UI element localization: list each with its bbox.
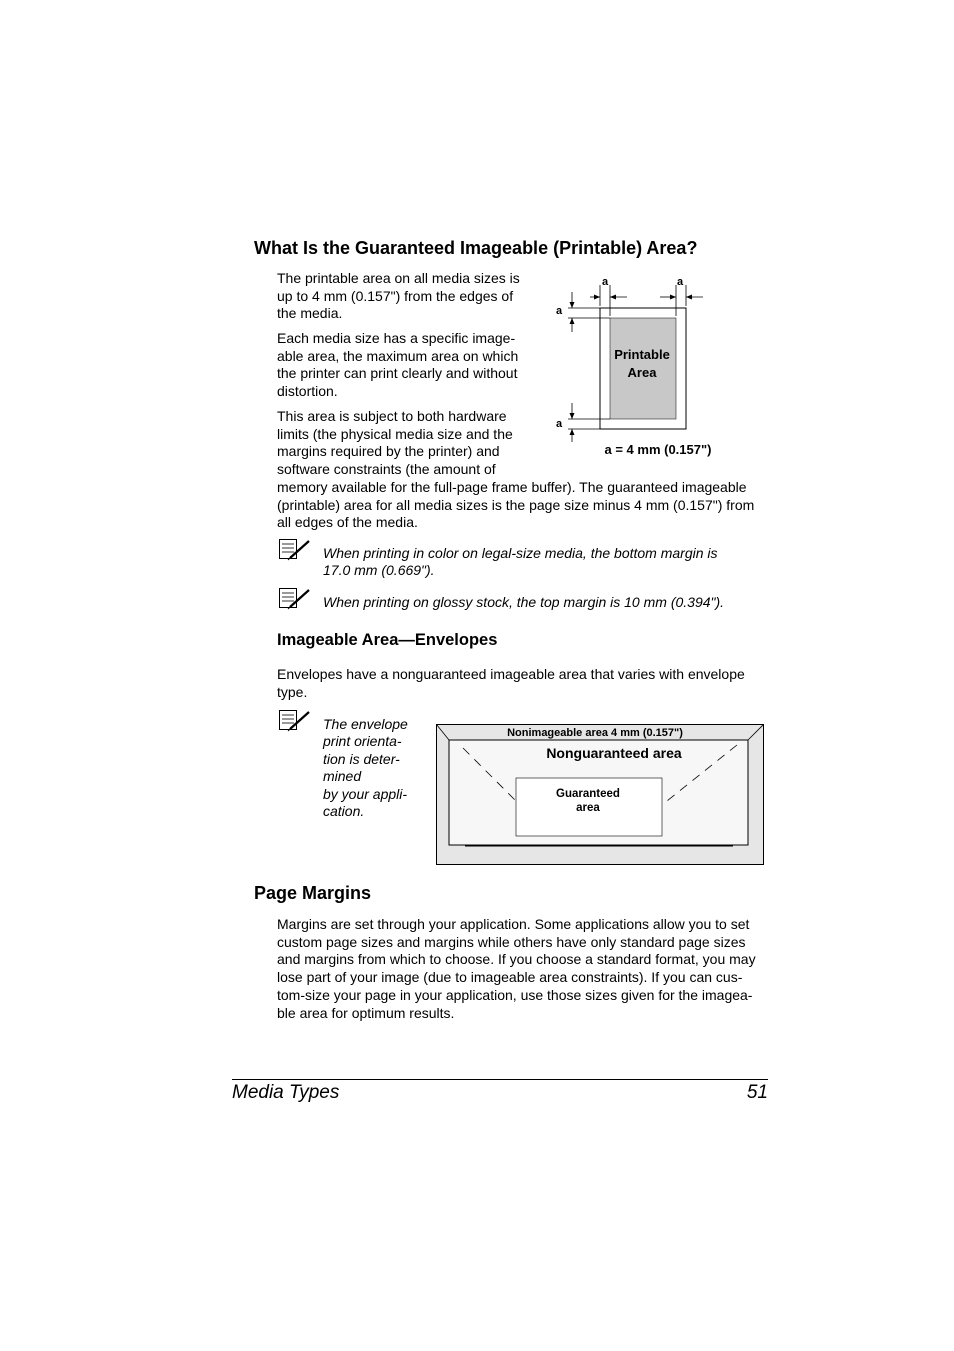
paragraph-page-margins: [277, 916, 756, 1022]
text-line: type.: [277, 683, 308, 700]
paragraph-media-size: [277, 330, 518, 401]
text-line: cation.: [323, 803, 365, 820]
note-pencil-icon: [278, 709, 312, 733]
text-line: custom page sizes and margins while others have only standard page sizes: [277, 933, 746, 950]
footer-rule: [232, 1079, 768, 1080]
note-envelope-orientation: [323, 716, 408, 820]
envelope-diagram: [435, 723, 765, 866]
text-line: able area, the maximum area on which: [277, 347, 519, 364]
text-line: up to 4 mm (0.157") from the edges of: [277, 287, 514, 304]
section-heading-guaranteed-area: What Is the Guaranteed Imageable (Printable) Area?: [254, 238, 698, 258]
text-line: by your appli-: [323, 785, 408, 802]
note-pencil-icon: [278, 587, 312, 611]
text-line: all edges of the media.: [277, 514, 418, 531]
text-line: print orienta-: [323, 733, 402, 750]
section-heading-page-margins: Page Margins: [254, 883, 372, 903]
text-line: 17.0 mm (0.669").: [323, 562, 435, 579]
text-line: Each media size has a specific image-: [277, 330, 516, 346]
text-line: distortion.: [277, 383, 338, 400]
footer-title: Media Types: [232, 1082, 340, 1103]
text-line: and margins from which to choose. If you choose a standard format, you may: [277, 951, 756, 968]
note-glossy-stock: When printing on glossy stock, the top margin is 10 mm (0.394").: [323, 594, 725, 610]
margin-label-left-top: a: [555, 305, 563, 317]
margin-label-left-bottom: a: [555, 418, 563, 430]
section-heading-envelopes: Imageable Area—Envelopes: [277, 631, 498, 649]
note-pencil-icon: [278, 538, 312, 562]
diagram-caption: a = 4 mm (0.157"): [604, 442, 712, 457]
nonimageable-label: Nonimageable area 4 mm (0.157"): [507, 727, 683, 739]
text-line: tion is deter-: [323, 750, 400, 767]
text-line: (printable) area for all media sizes is the page size minus 4 mm (0.157") from: [277, 496, 755, 513]
printable-area-diagram: [550, 270, 720, 465]
text-line: tom-size your page in your application, use those sizes given for the imagea-: [277, 986, 753, 1003]
printable-label: Printable: [614, 347, 670, 362]
text-line: lose part of your image (due to imageable area constraints). If you can cus-: [277, 969, 743, 986]
text-line: software constraints (the amount of: [277, 461, 496, 478]
text-line: memory available for the full-page frame buffer). The guaranteed imageable: [277, 478, 747, 495]
text-line: The printable area on all media sizes is: [277, 270, 520, 286]
guaranteed-label-line2: area: [576, 802, 600, 814]
area-label: Area: [627, 365, 657, 380]
text-line: mined: [323, 768, 362, 785]
text-line: This area is subject to both hardware: [277, 408, 507, 424]
page-number: 51: [746, 1082, 768, 1103]
nonguaranteed-label: Nonguaranteed area: [546, 745, 682, 761]
text-line: limits (the physical media size and the: [277, 425, 513, 442]
margin-label-top-right: a: [676, 276, 684, 288]
guaranteed-label-line1: Guaranteed: [556, 788, 620, 800]
note-legal-size: [323, 545, 718, 580]
text-line: When printing in color on legal-size media, the bottom margin is: [323, 545, 718, 561]
text-line: the printer can print clearly and without: [277, 365, 518, 382]
paragraph-printable-area: [277, 270, 520, 323]
margin-label-top-left: a: [601, 276, 609, 288]
text-line: The envelope: [323, 716, 408, 732]
text-line: margins required by the printer) and: [277, 443, 500, 460]
text-line: Envelopes have a nonguaranteed imageable area that varies with envelope: [277, 666, 745, 682]
text-line: ble area for optimum results.: [277, 1004, 455, 1021]
text-line: the media.: [277, 305, 343, 322]
paragraph-envelopes: [277, 666, 745, 701]
text-line: Margins are set through your application. Some applications allow you to set: [277, 916, 750, 932]
